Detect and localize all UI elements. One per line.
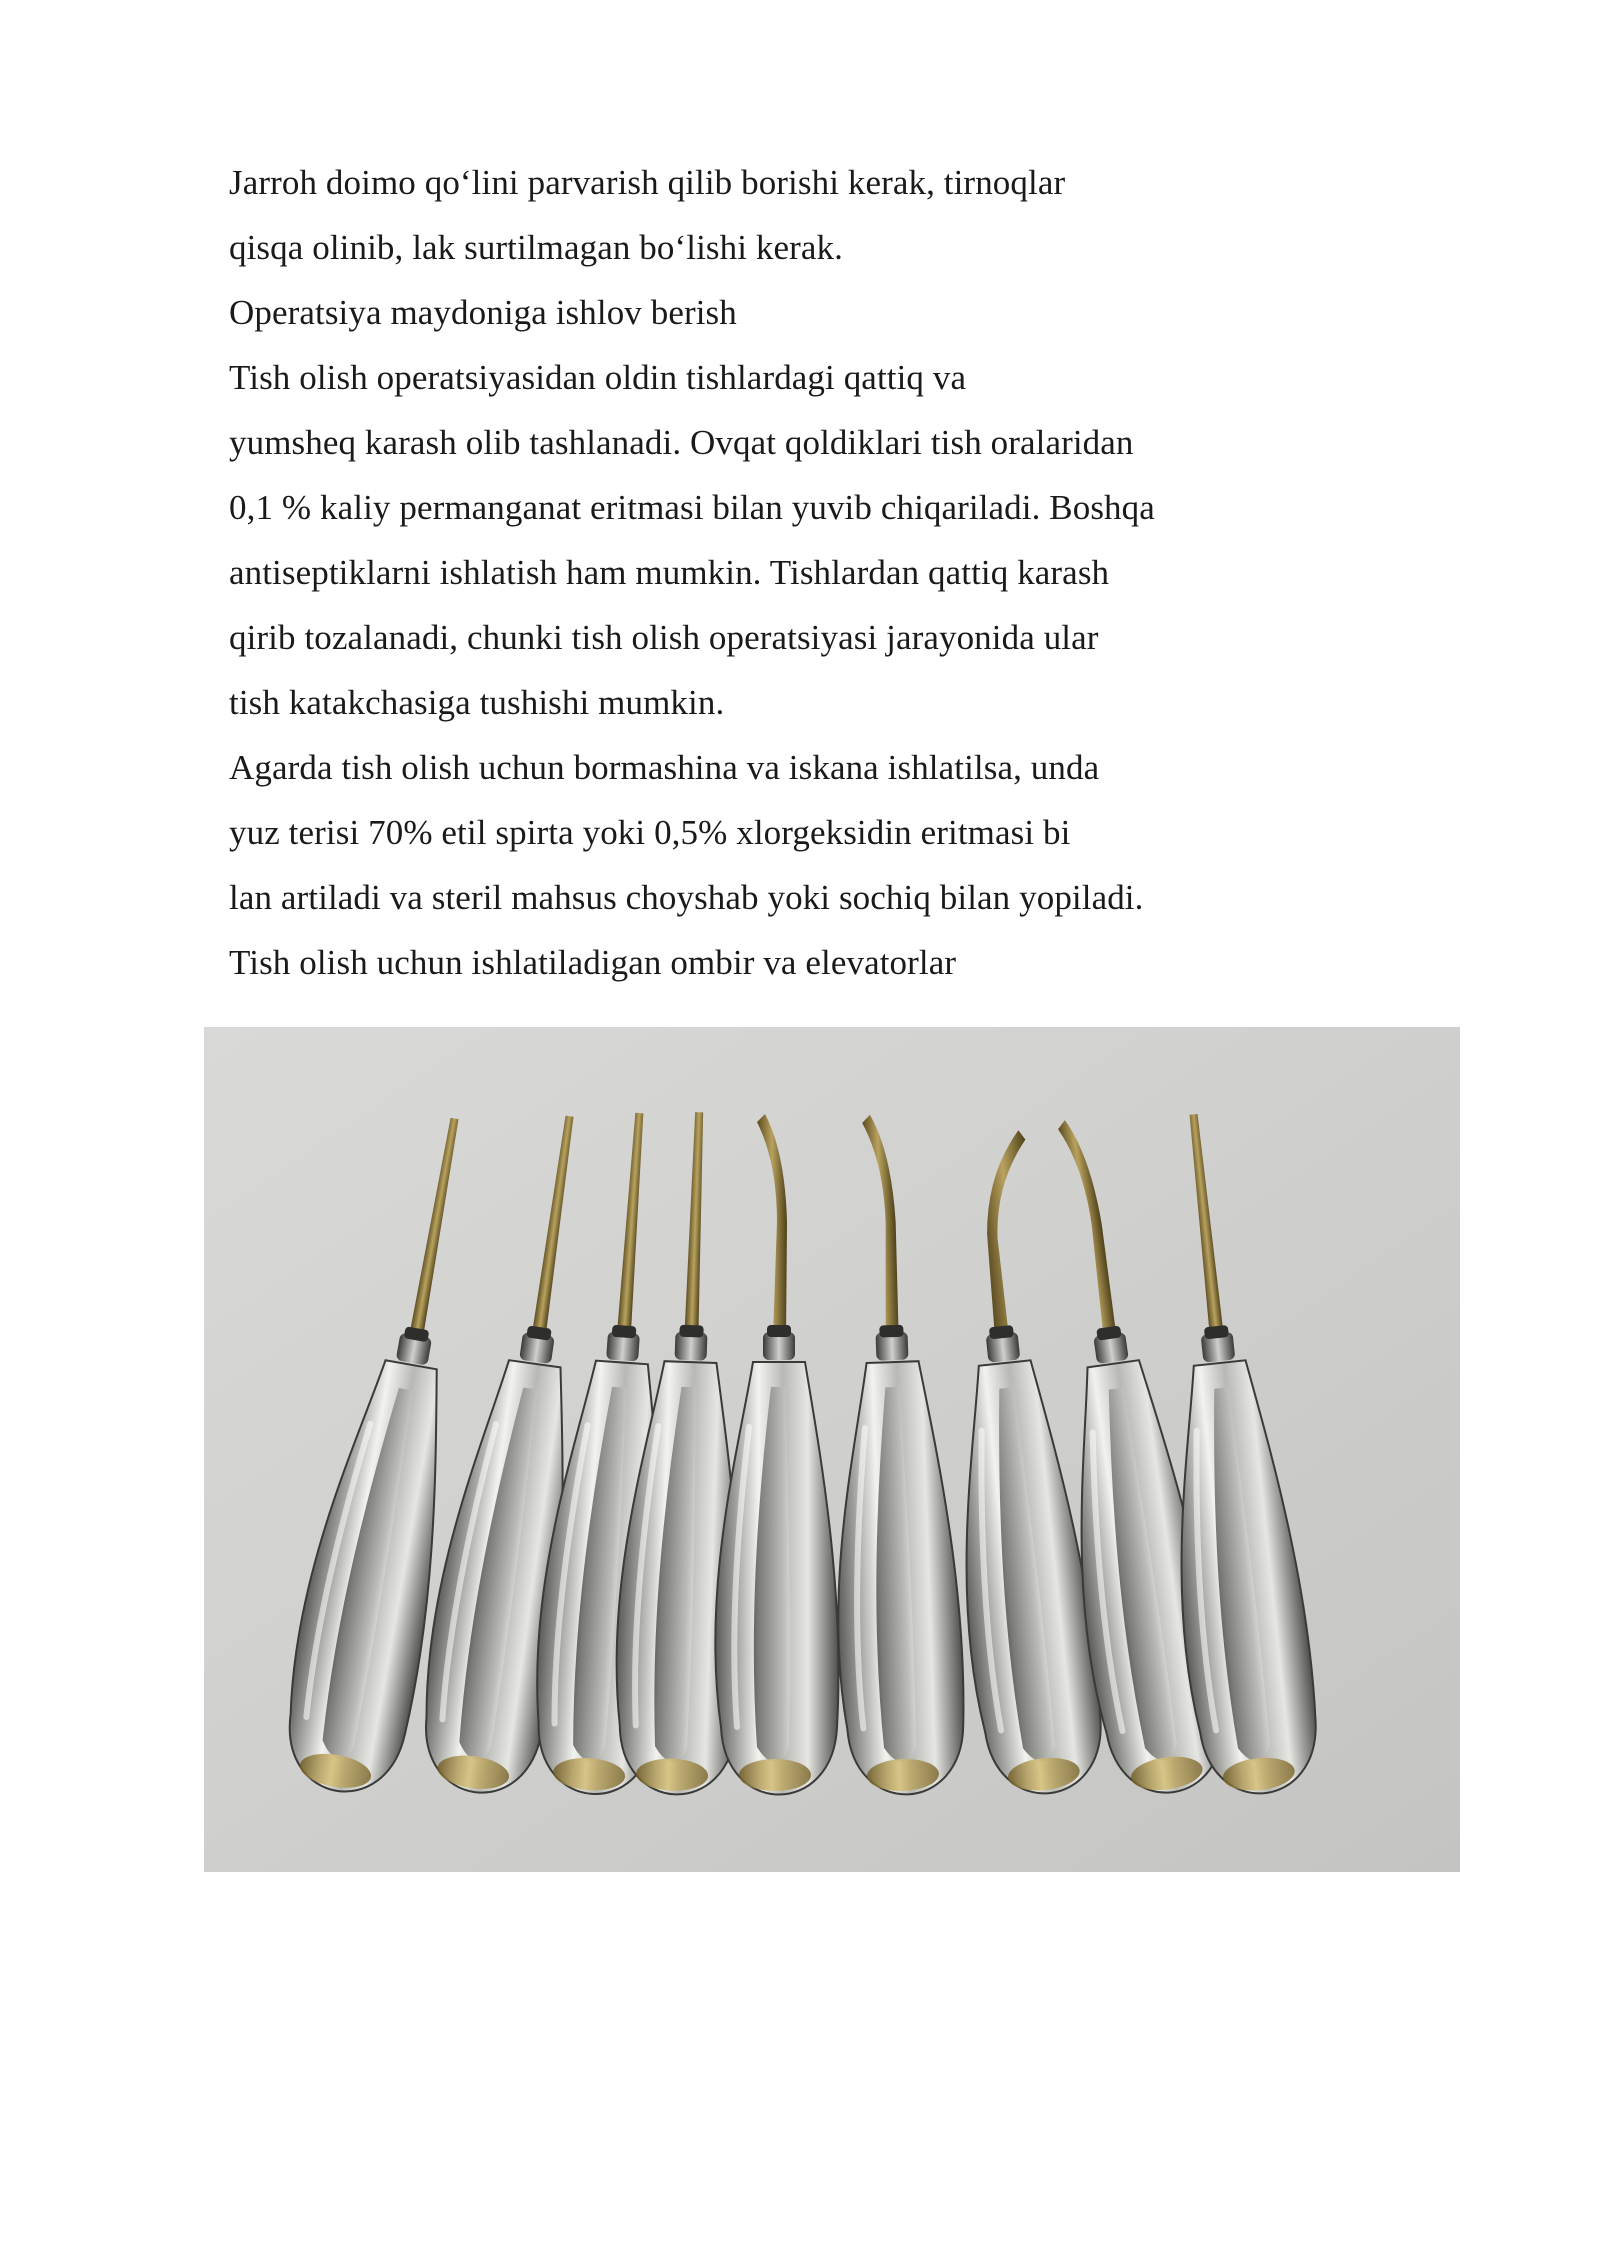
text-line: Tish olish operatsiyasidan oldin tishlardagi qattiq va bbox=[229, 358, 967, 397]
text-line: qirib tozalanadi, chunki tish olish operatsiyasi jarayonida ular bbox=[229, 618, 1099, 657]
elevator-end-cap bbox=[739, 1759, 811, 1791]
elevator-ferrule bbox=[989, 1325, 1014, 1339]
text-line: antiseptiklarni ishlatish ham mumkin. Tishlardan qattiq karash bbox=[229, 553, 1110, 592]
elevator-ferrule bbox=[767, 1325, 791, 1337]
text-line: yumsheq karash olib tashlanadi. Ovqat qoldiklari tish oralaridan bbox=[229, 423, 1134, 462]
body-text bbox=[229, 150, 1329, 995]
text-line: 0,1 % kaliy permanganat eritmasi bilan yuvib chiqariladi. Boshqa bbox=[229, 488, 1155, 527]
section-heading: Operatsiya maydoniga ishlov berish bbox=[229, 293, 737, 332]
elevator-ferrule bbox=[679, 1325, 703, 1338]
text-line: lan artiladi va steril mahsus choyshab yoki sochiq bilan yopiladi. bbox=[229, 878, 1144, 917]
text-line: tish katakchasiga tushishi mumkin. bbox=[229, 683, 725, 722]
text-line: Agarda tish olish uchun bormashina va iskana ishlatilsa, unda bbox=[229, 748, 1100, 787]
elevator-ferrule bbox=[612, 1325, 637, 1339]
text-line: qisqa olinib, lak surtilmagan bo‘lishi kerak. bbox=[229, 228, 843, 267]
elevator-ferrule bbox=[879, 1325, 903, 1338]
text-line: Jarroh doimo qo‘lini parvarish qilib borishi kerak, tirnoqlar bbox=[229, 163, 1066, 202]
caption-line: Tish olish uchun ishlatiladigan ombir va elevatorlar bbox=[229, 943, 957, 982]
text-line: yuz terisi 70% etil spirta yoki 0,5% xlorgeksidin eritmasi bi bbox=[229, 813, 1071, 852]
dental-elevators-photo bbox=[204, 1027, 1460, 1872]
instruments-illustration bbox=[204, 1027, 1460, 1872]
elevator-ferrule bbox=[1204, 1325, 1229, 1339]
